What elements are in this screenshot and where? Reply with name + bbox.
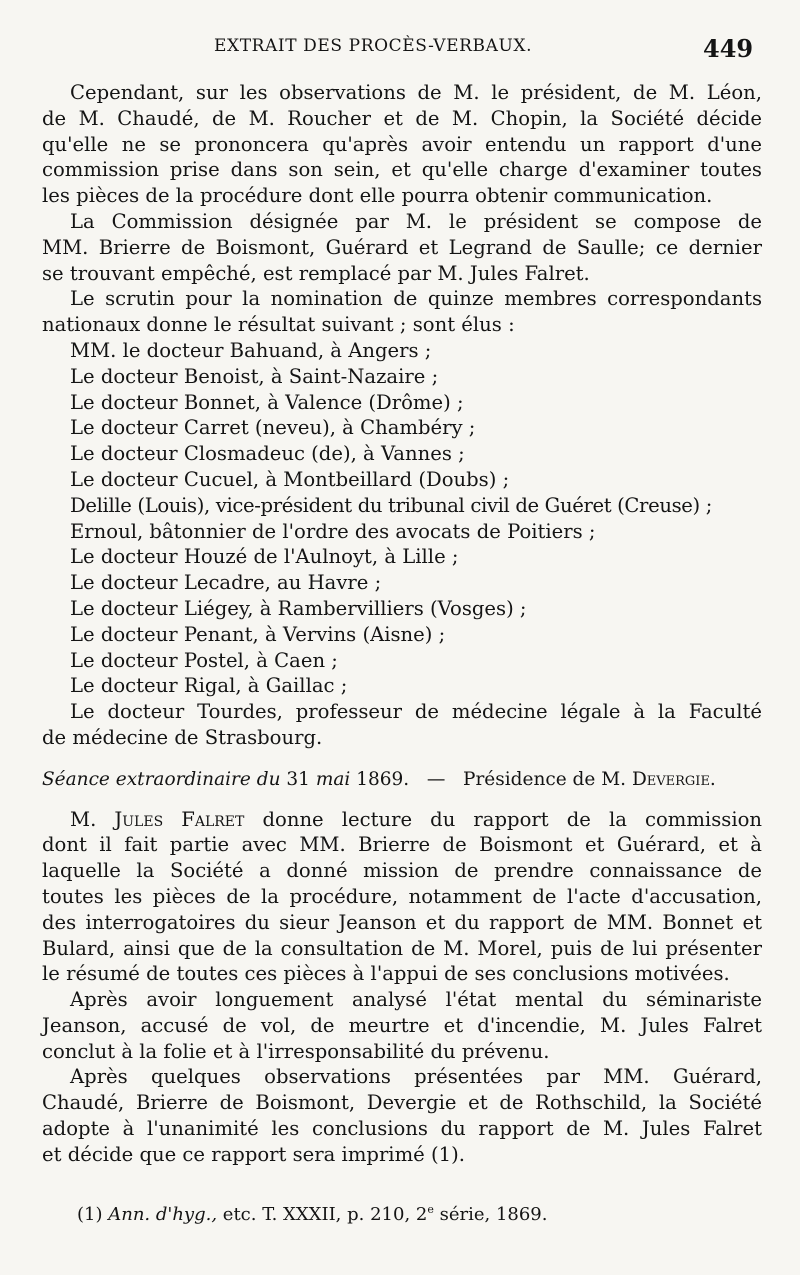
session-day: 31 [286,768,310,790]
session-presidence: Présidence de M. [463,768,627,790]
text-line: laquelle la Société a donné mission de prendre connaissance de [42,859,762,883]
text-line: Bulard, ainsi que de la consultation de M. Morel, puis de lui présenter [42,936,762,960]
text-line: et décide que ce rapport sera imprimé (1). [42,1142,465,1166]
body-text [42,80,762,1168]
text-line: La Commission désignée par M. le président se compose de [70,209,762,233]
text-line: Jeanson, accusé de vol, de meurtre et d'incendie, M. Jules Falret [42,1013,762,1037]
text-line: qu'elle ne se prononcera qu'après avoir entendu un rapport d'une [42,132,762,156]
text-line: Après avoir longuement analysé l'état mental du séminariste [70,988,762,1012]
footnote-journal: Ann. d'hyg., [108,1204,218,1225]
footnote [77,1204,547,1225]
footnote-marker: (1) [77,1204,103,1225]
running-title: EXTRAIT DES PROCÈS-VERBAUX. [214,36,533,56]
member-list-item: MM. le docteur Bahuand, à Angers ; [70,338,432,362]
member-list-item: Le docteur Lecadre, au Havre ; [70,571,382,595]
member-list-item: Le docteur Bonnet, à Valence (Drôme) ; [70,390,464,414]
member-list-item: Le docteur Carret (neveu), à Chambéry ; [70,416,476,440]
running-header [0,34,800,64]
member-list-item: Le docteur Houzé de l'Aulnoyt, à Lille ; [70,545,459,569]
text-line: des interrogatoires du sieur Jeanson et du rapport de MM. Bonnet et [42,910,762,934]
text-line: Chaudé, Brierre de Boismont, Devergie et de Rothschild, la Société [42,1091,762,1115]
text-line: se trouvant empêché, est remplacé par M. Jules Falret. [42,261,590,285]
session-heading [42,767,762,793]
member-list-item: Le docteur Liégey, à Rambervilliers (Vosges) ; [70,596,527,620]
text-line: de M. Chaudé, de M. Roucher et de M. Chopin, la Société décide [42,106,762,130]
session-president: Devergie. [631,768,716,790]
text-line: les pièces de la procédure dont elle pourra obtenir communication. [42,184,713,208]
text-line: Après quelques observations présentées par MM. Guérard, [70,1065,762,1089]
text-line: de médecine de Strasbourg. [42,725,323,749]
text-line [42,807,762,833]
session-month: mai [315,768,351,790]
member-list-item: Delille (Louis), vice-président du tribunal civil de Guéret (Creuse) ; [70,493,712,517]
member-list-item: Le docteur Closmadeuc (de), à Vannes ; [70,442,465,466]
text-line: Cependant, sur les observations de M. le président, de M. Léon, [70,81,762,104]
text-line: commission prise dans son sein, et qu'elle charge d'examiner toutes [42,158,762,182]
text-line: nationaux donne le résultat suivant ; sont élus : [42,313,515,337]
member-list-item: Le docteur Penant, à Vervins (Aisne) ; [70,622,446,646]
member-list-item: Le docteur Tourdes, professeur de médecine légale à la Faculté [70,700,762,724]
member-list-item: Le docteur Benoist, à Saint-Nazaire ; [70,364,439,388]
member-list-item: Le docteur Rigal, à Gaillac ; [70,674,348,698]
member-list-item: Ernoul, bâtonnier de l'ordre des avocats de Poitiers ; [70,519,596,543]
page-number: 449 [703,34,754,63]
session-du: du [256,768,281,790]
text-line: dont il fait partie avec MM. Brierre de Boismont et Guérard, et à [42,833,762,857]
text-span: donne lecture du rapport de la commission [262,807,762,831]
footnote-text-end: série, 1869. [439,1204,548,1225]
text-line: le résumé de toutes ces pièces à l'appui de ses conclusions motivées. [42,962,730,986]
text-line: adopte à l'unanimité les conclusions du rapport de M. Jules Falret [42,1117,762,1141]
speaker-name: M. Jules Falret [70,807,245,831]
session-year: 1869. [356,768,410,790]
text-line: toutes les pièces de la procédure, notamment de l'acte d'accusation, [42,884,762,908]
footnote-text: etc. T. XXXII, p. 210, 2 [222,1204,428,1225]
member-list-item: Le docteur Postel, à Caen ; [70,648,338,672]
session-title: Séance extraordinaire [42,768,251,790]
footnote-superscript: e [427,1203,434,1216]
member-list-item: Le docteur Cucuel, à Montbeillard (Doubs) ; [70,467,510,491]
text-line: MM. Brierre de Boismont, Guérard et Legrand de Saulle; ce dernier [42,235,762,259]
text-line: Le scrutin pour la nomination de quinze membres correspondants [70,287,762,311]
text-line: conclut à la folie et à l'irresponsabilité du prévenu. [42,1039,550,1063]
session-dash: — [426,768,446,790]
